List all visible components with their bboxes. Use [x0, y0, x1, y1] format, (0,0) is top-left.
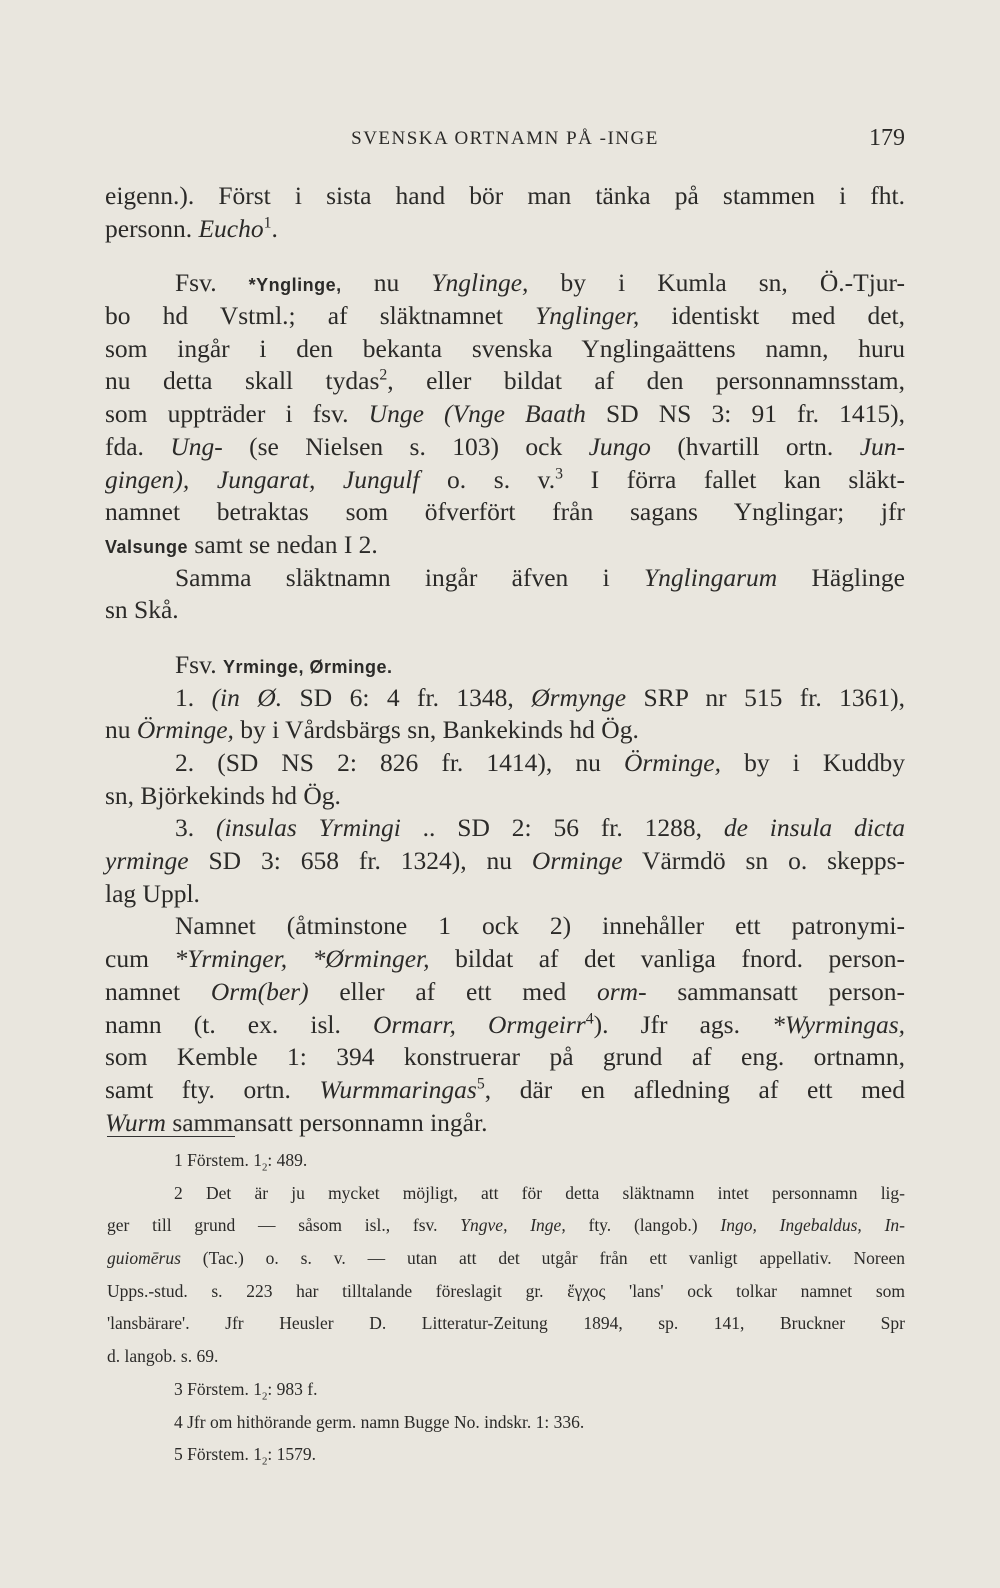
footnote-2: 2 Det är ju mycket möjligt, att för detta släktnamn intet personnamn lig- [174, 1182, 905, 1203]
text-line: eigenn.). Först i sista hand bör man tänka på stammen i fht. [105, 181, 905, 210]
footnote-5: 5 Förstem. $1_2$: 1579. [174, 1444, 317, 1468]
text-line: Valsunge samt se nedan I 2. [105, 529, 378, 559]
footnote-line: 'lansbärare'. Jfr Heusler D. Litteratur-Zeitung 1894, sp. 141, Bruckner Spr [107, 1313, 905, 1334]
text-line: som uppträder i fsv. Unge (Vnge Baath SD NS 3: 91 fr. 1415), [105, 399, 905, 429]
text-line: yrminge SD 3: 658 fr. 1324), nu Orminge Värmdö sn o. skepps- [105, 846, 906, 876]
text-line: gingen), Jungarat, Jungulf o. s. v.$^3$ I förra fallet kan släkt- [105, 464, 905, 494]
text-line: sn, Björkekinds hd Ög. [105, 780, 341, 810]
footnote-line: d. langob. s. 69. [107, 1346, 219, 1367]
text-line: nu Örminge, by i Vårdsbärgs sn, Bankekinds hd Ög. [105, 715, 639, 745]
text-line: Wurm sammansatt personnamn ingår. [105, 1107, 488, 1137]
header-title: SVENSKA ORTNAMN PÅ -INGE [351, 128, 659, 149]
text-line: sn Skå. [105, 595, 179, 625]
main-text [105, 180, 905, 1139]
text-line: som ingår i den bekanta svenska Ynglingaättens namn, huru [105, 333, 905, 363]
running-header [105, 125, 905, 158]
footnote-divider [107, 1136, 235, 1137]
text-line: bo hd Vstml.; af släktnamnet Ynglinger, identiskt med det, [105, 301, 905, 331]
text-line: cum *Yrminger, *Ørminger, bildat af det vanliga fnord. person- [105, 944, 905, 974]
text-line: samt fty. ortn. Wurmmaringas$^5$, där en afledning af ett med [105, 1074, 905, 1104]
footnote-line: ger till grund — såsom isl., fsv. Yngve, Inge, fty. (langob.) Ingo, Ingebaldus, In- [107, 1215, 905, 1236]
text-line: 1. (in Ø. SD 6: 4 fr. 1348, Ørmynge SRP nr 515 fr. 1361), [175, 682, 905, 712]
footnote-line: guiomērus (Tac.) o. s. v. — utan att det utgår från ett vanligt appellativ. Noreen [107, 1248, 905, 1269]
footnote-1: 1 Förstem. $1_2$: 489. [174, 1150, 308, 1174]
footnote-3: 3 Förstem. $1_2$: 983 f. [174, 1378, 318, 1403]
text-line: 2. (SD NS 2: 826 fr. 1414), nu Örminge, by i Kuddby [175, 748, 906, 777]
text-line: nu detta skall tydas$^2$, eller bildat af den personnamnsstam, [105, 366, 906, 396]
text-line: 3. (insulas Yrmingi .. SD 2: 56 fr. 1288, de insula dicta [175, 813, 906, 843]
text-line: lag Uppl. [105, 878, 200, 908]
text-line: Fsv. *Ynglinge, nu Ynglinge, by i Kumla sn, Ö.-Tjur- [175, 268, 906, 298]
text-line: namnet Orm(ber) eller af ett med orm- sammansatt person- [105, 976, 906, 1006]
text-line: Fsv. Yrminge, Ørminge. [175, 649, 393, 679]
footnote-4: 4 Jfr om hithörande germ. namn Bugge No. indskr. 1: 336. [174, 1411, 585, 1432]
text-line: som Kemble 1: 394 konstruerar på grund af eng. ortnamn, [105, 1042, 905, 1072]
text-line: Namnet (åtminstone 1 ock 2) innehåller ett patronymi- [175, 911, 905, 941]
text-line: Samma släktnamn ingår äfven i Ynglingarum Häglinge [175, 562, 905, 592]
page-number: 179 [869, 125, 905, 151]
text-line: fda. Ung- (se Nielsen s. 103) ock Jungo (hvartill ortn. Jun- [105, 431, 905, 461]
text-line: personn. Eucho$^1$. [105, 213, 278, 243]
footnote-line: Upps.-stud. s. 223 har tilltalande föreslagit gr. ἔγχος 'lans' ock tolkar namnet som [107, 1280, 905, 1301]
text-line: namn (t. ex. isl. Ormarr, Ormgeirr$^4$). Jfr ags. *Wyrmingas, [105, 1009, 906, 1039]
text-line: namnet betraktas som öfverfört från sagans Ynglingar; jfr [105, 497, 905, 527]
footnotes [107, 1147, 905, 1474]
